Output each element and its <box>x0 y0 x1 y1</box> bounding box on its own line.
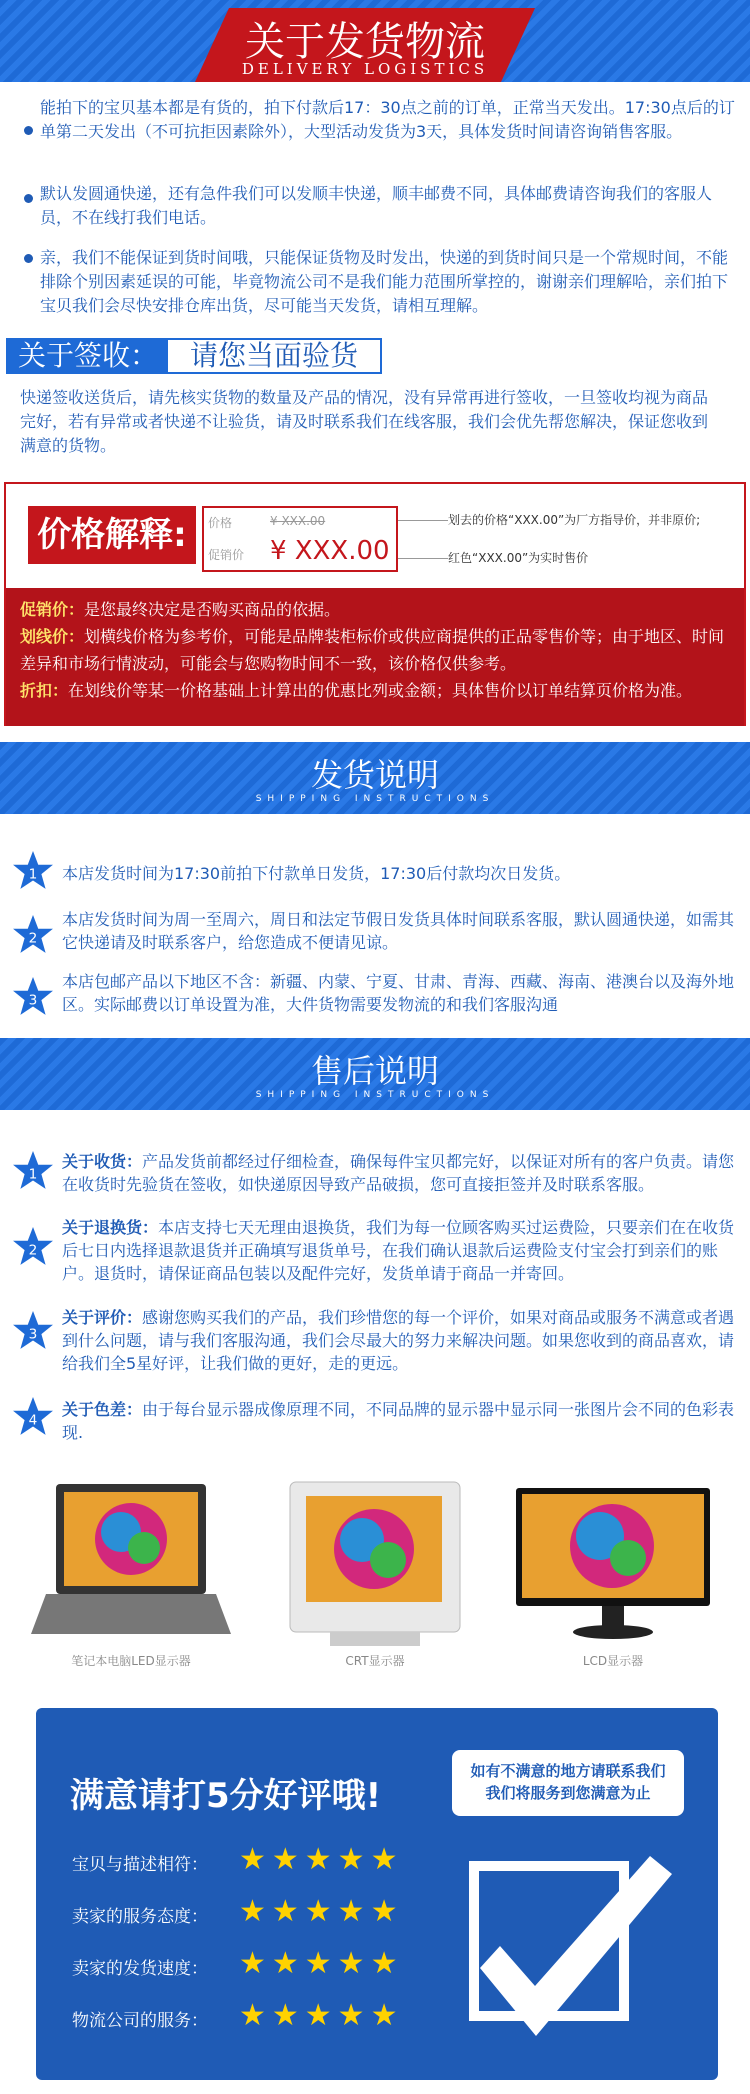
star-number-icon <box>12 1310 54 1352</box>
price-d1-label: 促销价： <box>20 600 85 619</box>
star-number-icon <box>12 1226 54 1268</box>
divider-line <box>398 520 448 521</box>
after-3-label: 关于评价： <box>62 1308 143 1327</box>
price-k1: 价格 <box>208 516 233 530</box>
price-top <box>6 484 744 584</box>
sign-title <box>6 338 382 374</box>
contact-box <box>452 1750 684 1816</box>
checkmark-icon <box>460 1836 680 2056</box>
after-subtitle: SHIPPING INSTRUCTIONS <box>255 1090 495 1100</box>
contact-line-1: 如有不满意的地方请联系我们 <box>470 1762 666 1780</box>
sign-title-b: 请您当面验货 <box>190 339 359 372</box>
rating-stars-4: ★★★★★ <box>239 1998 404 2033</box>
star-number-icon <box>12 850 54 892</box>
price-note-1: 划去的价格“XXX.00”为厂方指导价，并非原价; <box>448 513 701 527</box>
lcd-monitor-image <box>508 1474 718 1654</box>
price-explanation <box>4 482 746 726</box>
price-d2-label: 划线价： <box>20 627 85 646</box>
after-1-text: 产品发货前都经过仔细检查，确保每件宝贝都完好，以保证对所有的客户负责。请您在收货时先验货在签收，如快递原因导致产品破损，您可直接拒签并及时联系客服。 <box>62 1152 735 1194</box>
price-v1: ¥ XXX.00 <box>270 514 326 528</box>
rating-row-2: 卖家的服务态度： <box>72 1907 208 1927</box>
after-item-4 <box>62 1398 747 1444</box>
num: 2 <box>28 930 38 947</box>
rating-panel <box>36 1708 718 2080</box>
divider-line <box>398 558 448 559</box>
after-item-2 <box>62 1216 747 1285</box>
shipping-title: 发货说明 <box>310 756 439 794</box>
bullet-dot <box>24 126 33 135</box>
after-4-label: 关于色差： <box>62 1400 143 1419</box>
logistics-header <box>0 0 750 82</box>
after-sales-banner <box>0 1038 750 1110</box>
lcd-caption: LCD显示器 <box>582 1654 644 1668</box>
num: 2 <box>28 1242 38 1259</box>
contact-line-2: 我们将服务到您满意为止 <box>485 1784 651 1802</box>
rating-stars-2: ★★★★★ <box>239 1894 404 1929</box>
ship-item-1: 本店发货时间为17:30前拍下付款单日发货，17:30后付款均次日发货。 <box>62 864 571 883</box>
price-box <box>202 506 398 572</box>
num: 4 <box>28 1412 38 1429</box>
num: 3 <box>28 1326 38 1343</box>
price-k2: 促销价 <box>208 548 245 562</box>
rating-stars-3: ★★★★★ <box>239 1946 404 1981</box>
shipping-subtitle: SHIPPING INSTRUCTIONS <box>255 794 495 804</box>
price-d1: 是您最终决定是否购买商品的依据。 <box>84 600 341 619</box>
after-item-1 <box>62 1150 747 1196</box>
logistics-para-3: 亲，我们不能保证到货时间哦，只能保证货物及时发出，快递的到货时间只是一个常规时间，不能排除个别因素延误的可能，毕竟物流公司不是我们能力范围所掌控的，谢谢亲们理解哈，亲们拍下宝贝我们会尽快安排仓库出货，尽可能当天发货，请相互理解。 <box>40 248 729 315</box>
after-4-text: 由于每台显示器成像原理不同，不同品牌的显示器中显示同一张图片会不同的色彩表现. <box>62 1400 735 1442</box>
ship-item-3: 本店包邮产品以下地区不含：新疆、内蒙、宁夏、甘肃、青海、西藏、海南、港澳台以及海外地区。实际邮费以订单设置为准，大件货物需要发物流的和我们客服沟通 <box>62 972 735 1014</box>
price-note-2: 红色“XXX.00”为实时售价 <box>448 551 589 565</box>
rating-row-1: 宝贝与描述相符： <box>72 1855 208 1875</box>
price-d3-label: 折扣： <box>20 681 69 700</box>
bullet-dot <box>24 254 33 263</box>
laptop-caption: 笔记本电脑LED显示器 <box>71 1654 191 1668</box>
after-1-label: 关于收货： <box>62 1152 143 1171</box>
shipping-banner <box>0 742 750 814</box>
price-v2: ¥ XXX.00 <box>270 536 390 566</box>
after-title: 售后说明 <box>310 1052 439 1090</box>
logistics-para-1: 能拍下的宝贝基本都是有货的，拍下付款后17：30点之前的订单，正常当天发出。17:30点后的订单第二天发出（不可抗拒因素除外），大型活动发货为3天，具体发货时间请咨询销售客服。 <box>40 98 735 141</box>
star-number-icon <box>12 914 54 956</box>
after-3-text: 感谢您购买我们的产品，我们珍惜您的每一个评价，如果对商品或服务不满意或者遇到什么问题，请与我们客服沟通，我们会尽最大的努力来解决问题。如果您收到的商品喜欢，请给我们全5星好评，让我们做的更好，走的更远。 <box>62 1308 735 1373</box>
price-d2: 划横线价格为参考价，可能是品牌装柜标价或供应商提供的正品零售价等；由于地区、时间差异和市场行情波动，可能会与您购物时间不一致，该价格仅供参考。 <box>20 627 725 673</box>
logistics-subtitle: DELIVERY LOGISTICS <box>241 60 489 78</box>
star-number-icon <box>12 976 54 1018</box>
price-label: 价格解释: <box>28 506 196 564</box>
rating-row-3: 卖家的发货速度： <box>72 1959 208 1979</box>
sign-text: 快递签收送货后，请先核实货物的数量及产品的情况，没有异常再进行签收，一旦签收均视为商品完好，若有异常或者快递不让验货，请及时联系我们在线客服，我们会优先帮您解决，保证您收到满意的货物。 <box>20 388 709 455</box>
star-number-icon <box>12 1150 54 1192</box>
after-2-text: 本店支持七天无理由退换货，我们为每一位顾客购买过运费险，只要亲们在在收货后七日内选择退款退货并正确填写退货单号，在我们确认退款后运费险支付宝会打到亲们的账户。退货时，请保证商品包装以及配件完好，发货单请于商品一并寄回。 <box>62 1218 735 1283</box>
rating-stars-1: ★★★★★ <box>239 1842 404 1877</box>
price-d3: 在划线价等某一价格基础上计算出的优惠比列或金额；具体售价以订单结算页价格为准。 <box>68 681 693 700</box>
crt-caption: CRT显示器 <box>345 1654 405 1668</box>
star-number-icon <box>12 1396 54 1438</box>
num: 1 <box>28 866 38 883</box>
laptop-monitor-image <box>26 1474 236 1654</box>
num: 3 <box>28 992 38 1009</box>
ship-item-2: 本店发货时间为周一至周六，周日和法定节假日发货具体时间联系客服，默认圆通快递，如需其它快递请及时联系客户，给您造成不便请见谅。 <box>62 910 735 952</box>
logistics-title: 关于发货物流 <box>245 19 485 65</box>
logistics-para-2: 默认发圆通快递，还有急件我们可以发顺丰快递，顺丰邮费不同，具体邮费请咨询我们的客服人员，不在线打我们电话。 <box>40 184 713 227</box>
sign-title-a: 关于签收： <box>8 340 168 372</box>
bullet-dot <box>24 194 33 203</box>
num: 1 <box>28 1166 38 1183</box>
after-item-3 <box>62 1306 747 1375</box>
rating-headline: 满意请打5分好评哦! <box>70 1776 382 1816</box>
crt-monitor-image <box>270 1474 480 1654</box>
price-details <box>6 588 744 726</box>
after-2-label: 关于退换货： <box>62 1218 159 1237</box>
rating-row-4: 物流公司的服务： <box>72 2011 208 2031</box>
